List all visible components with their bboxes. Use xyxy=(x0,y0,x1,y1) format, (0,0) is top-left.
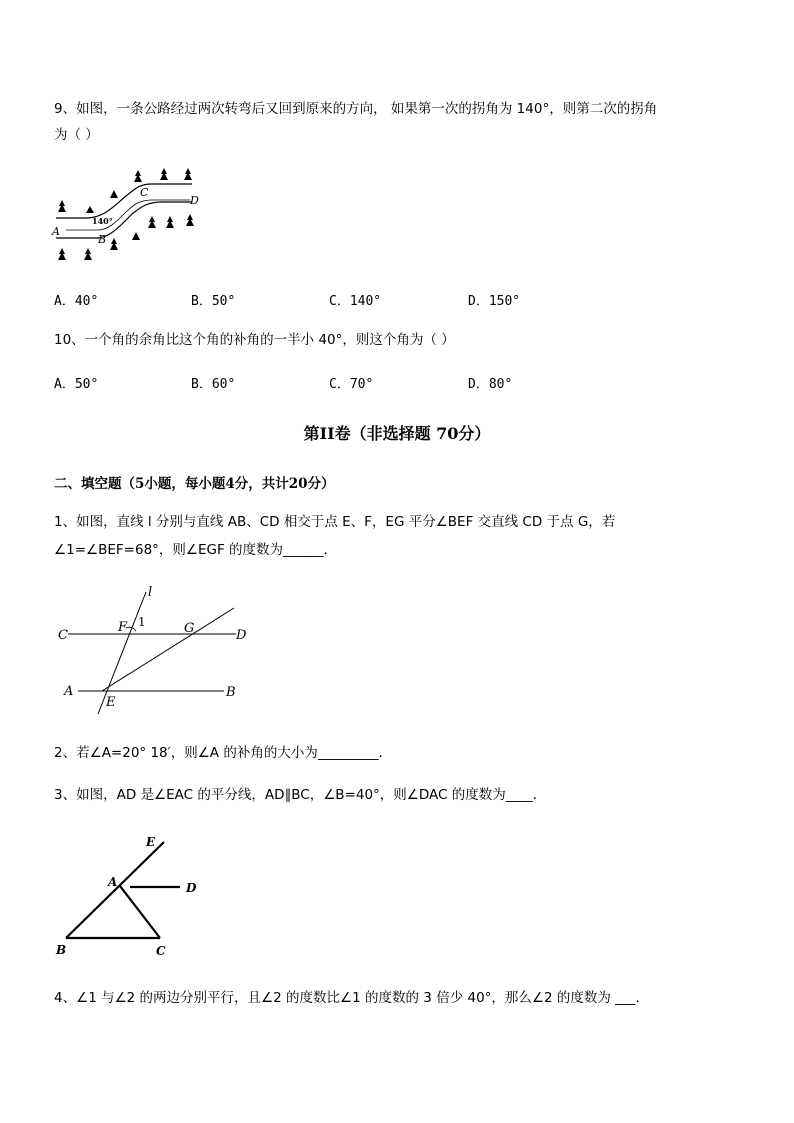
f1-stem-line1: 1、如图，直线 l 分别与直线 AB、CD 相交于点 E、F，EG 平分∠BEF 交直线 CD 于点 G，若 xyxy=(54,514,616,530)
q10-option-c[interactable]: C．70° xyxy=(329,377,374,392)
f1-label-e: E xyxy=(106,695,116,710)
tree-icons xyxy=(58,168,194,260)
q9-label-b: B xyxy=(98,233,107,246)
f1-label-1: 1 xyxy=(138,615,146,629)
q10-option-a[interactable]: A．50° xyxy=(54,377,99,392)
f3-label-c: C xyxy=(156,944,166,958)
section2-header: 二、填空题（5小题，每小题4分，共计20分） xyxy=(54,476,335,492)
f1-label-b: B xyxy=(226,685,236,700)
f1-label-l: l xyxy=(148,585,153,600)
f3-label-b: B xyxy=(56,943,67,957)
q10-option-b[interactable]: B．60° xyxy=(191,377,236,392)
f2-stem: 2、若∠A=20° 18′，则∠A 的补角的大小为_________． xyxy=(54,745,393,761)
f3-stem: 3、如图，AD 是∠EAC 的平分线，AD∥BC，∠B=40°，则∠DAC 的度数为____． xyxy=(54,787,547,803)
f1-label-a: A xyxy=(64,684,74,699)
q9-option-a[interactable]: A．40° xyxy=(54,294,99,309)
f3-label-d: D xyxy=(186,881,197,895)
f3-label-e: E xyxy=(146,835,156,849)
q9-label-c: C xyxy=(140,186,149,199)
part2-title: 第II卷（非选择题 70分） xyxy=(303,424,491,443)
q9-angle-label: 140° xyxy=(92,216,113,226)
f1-label-f: F xyxy=(118,620,128,635)
q9-option-c[interactable]: C．140° xyxy=(329,294,382,309)
q10-stem: 10、一个角的余角比这个角的补角的一半小 40°，则这个角为（ ） xyxy=(54,332,455,348)
f4-stem: 4、∠1 与∠2 的两边分别平行，且∠2 的度数比∠1 的度数的 3 倍少 40°，那么∠2 的度数为 ___. xyxy=(54,990,640,1006)
f1-lines-figure xyxy=(58,582,258,717)
q9-stem-line1: 9、如图，一条公路经过两次转弯后又回到原来的方向， 如果第一次的拐角为 140°，则第二次的拐角 xyxy=(54,101,658,117)
q9-stem-line2: 为（ ） xyxy=(54,127,99,143)
f1-label-c: C xyxy=(58,628,68,643)
q9-option-d[interactable]: D．150° xyxy=(468,294,521,309)
f1-stem-line2: ∠1=∠BEF=68°，则∠EGF 的度数为______． xyxy=(54,542,338,558)
q9-option-b[interactable]: B．50° xyxy=(191,294,236,309)
q9-label-a: A xyxy=(52,225,60,238)
f3-triangle-figure xyxy=(56,834,206,962)
q9-label-d: D xyxy=(190,194,199,207)
q10-option-d[interactable]: D．80° xyxy=(468,377,513,392)
f1-label-g: G xyxy=(184,621,195,636)
f1-label-d: D xyxy=(236,628,247,643)
f3-label-a: A xyxy=(108,875,118,889)
q9-road-figure xyxy=(52,166,202,266)
